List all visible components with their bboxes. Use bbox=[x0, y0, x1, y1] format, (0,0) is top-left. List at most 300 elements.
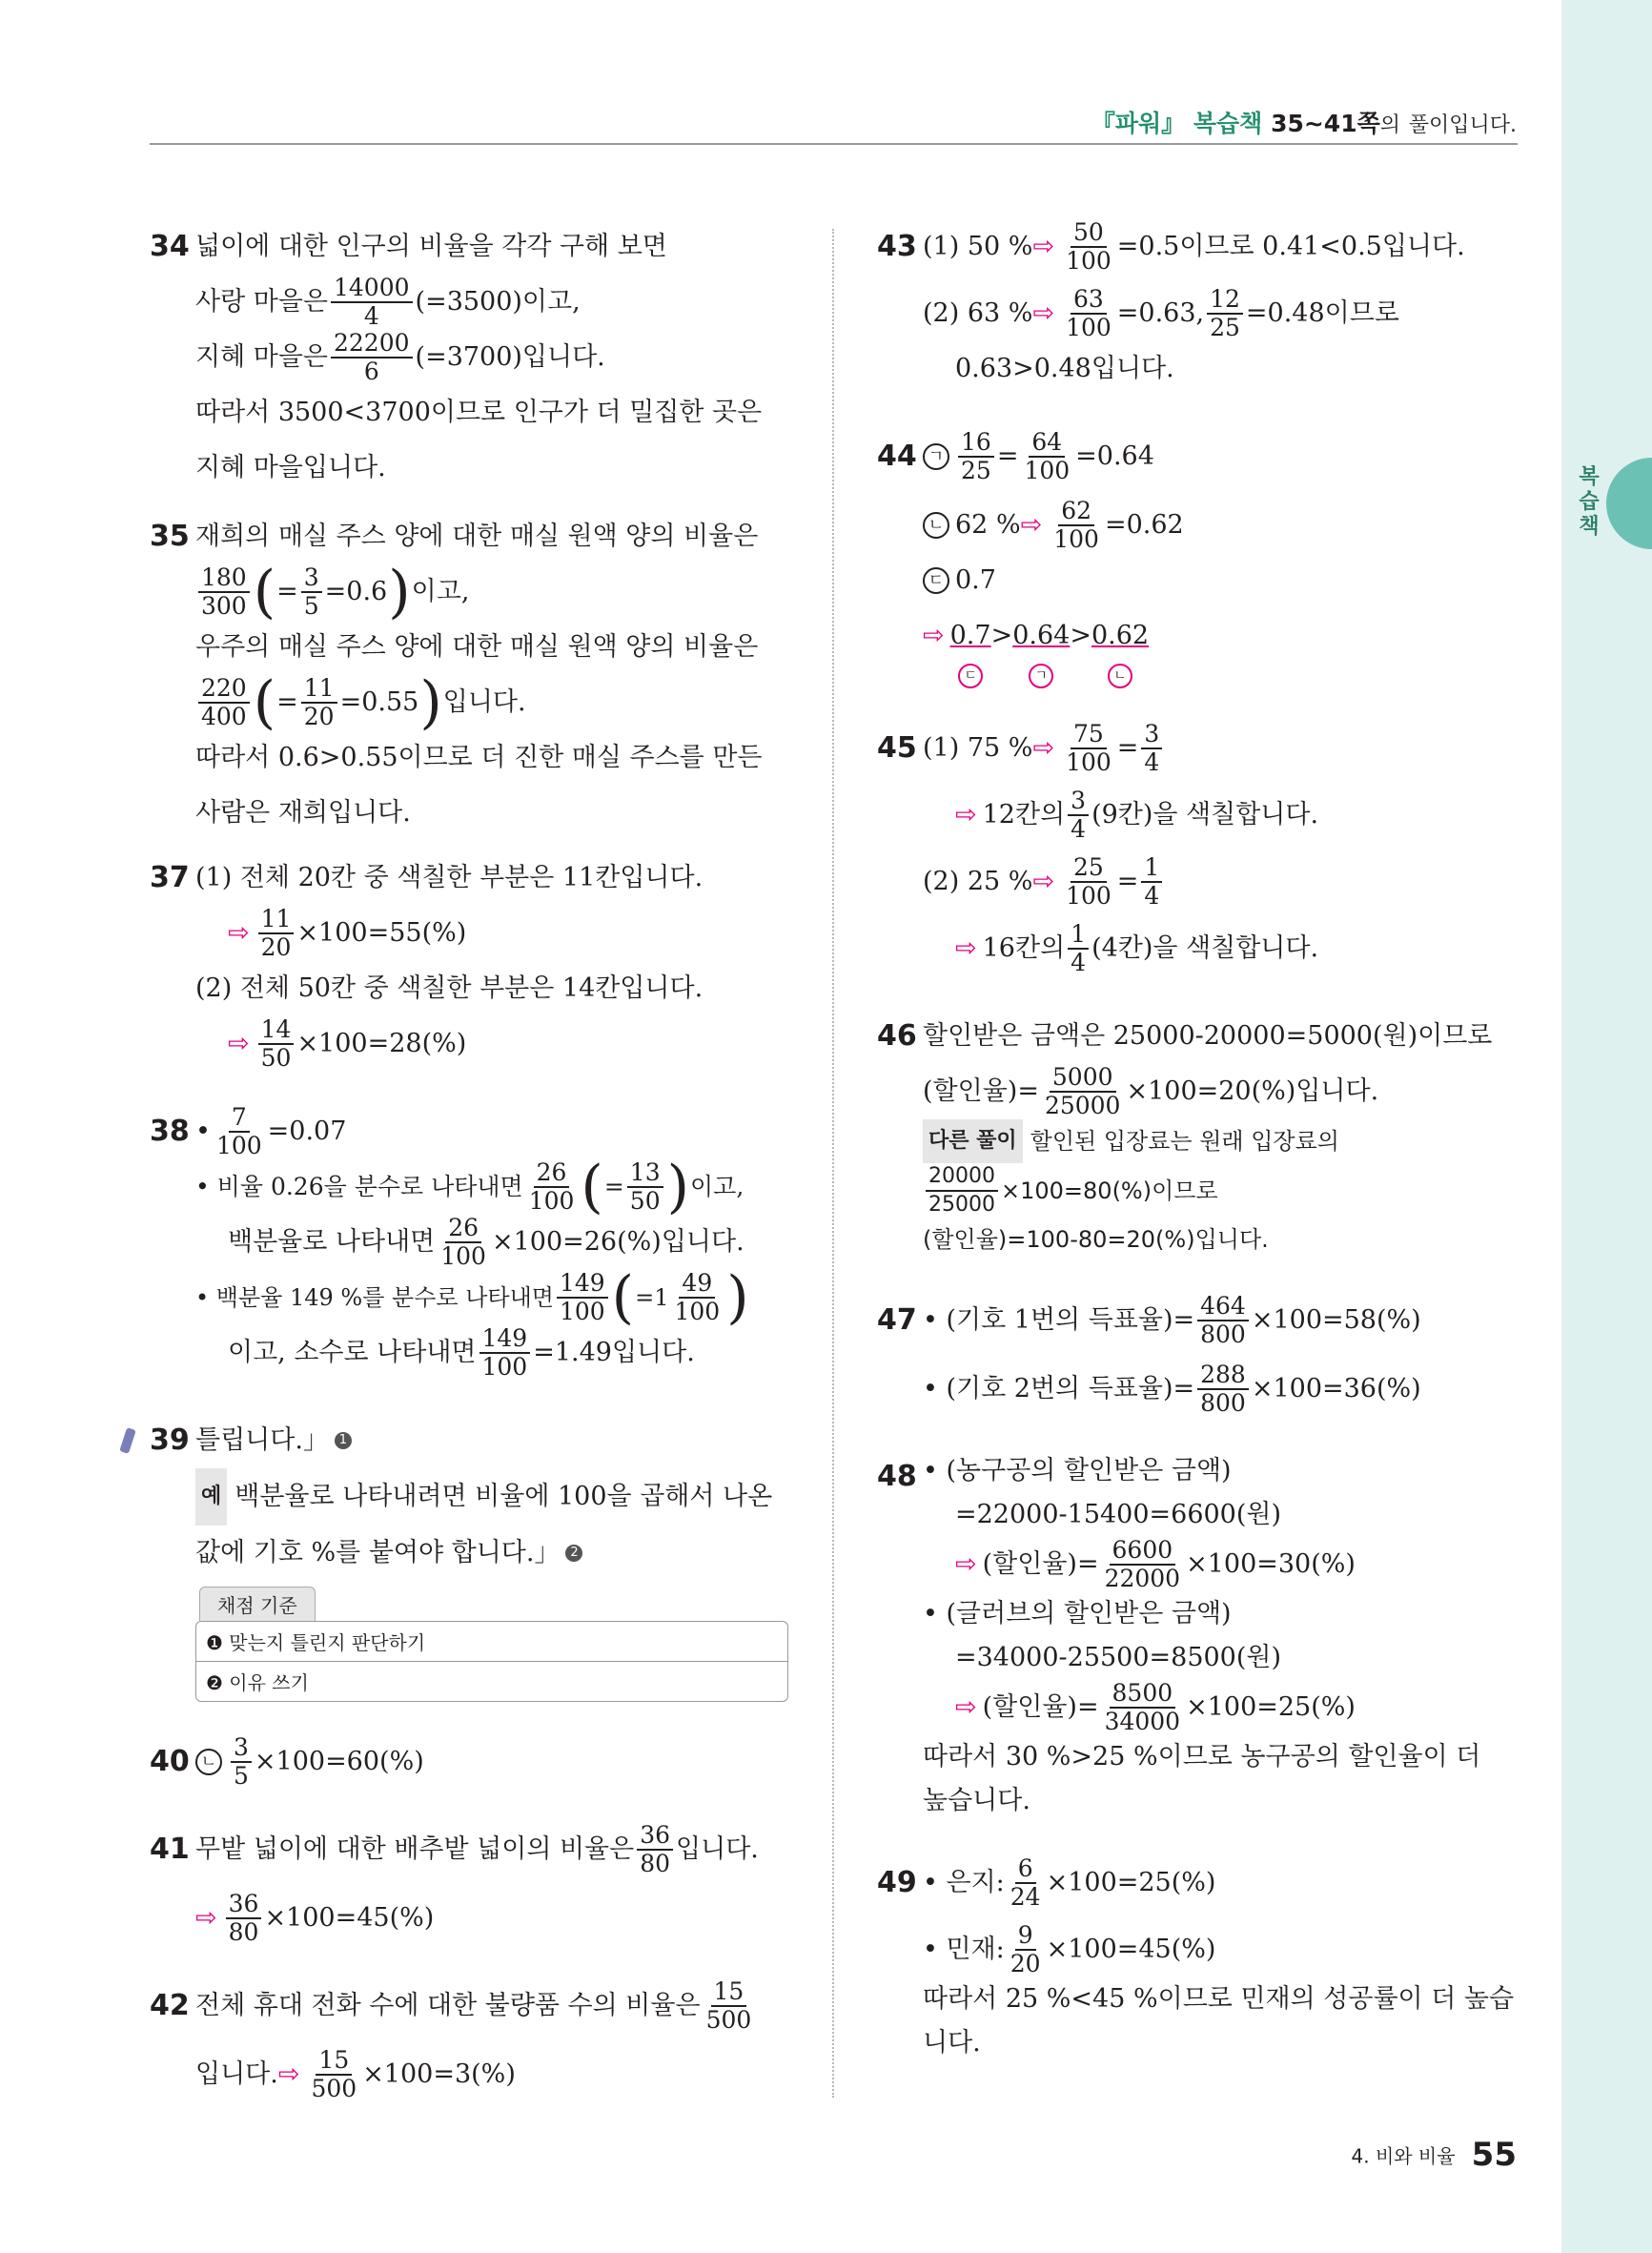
denominator: 20 bbox=[260, 933, 292, 961]
text: 12칸의 bbox=[982, 800, 1066, 830]
text: 0.64 bbox=[1012, 621, 1071, 650]
text-line: (할인율)=100-80=20(%)입니다. bbox=[923, 1226, 1269, 1253]
fraction bbox=[1102, 1537, 1184, 1592]
numerator: 149 bbox=[557, 1270, 608, 1299]
paren-close: ) bbox=[388, 559, 411, 625]
text: > bbox=[990, 621, 1013, 650]
text: 사랑 마을은 bbox=[195, 287, 328, 317]
problem-number: 40 bbox=[150, 1745, 190, 1778]
pen-icon bbox=[119, 1427, 136, 1454]
denominator: 100 bbox=[1053, 525, 1099, 553]
problem-34 bbox=[150, 219, 798, 496]
text: > bbox=[1070, 621, 1091, 650]
text: • 은지: bbox=[923, 1868, 1005, 1897]
text-line bbox=[923, 854, 1525, 910]
problem-40 bbox=[150, 1734, 798, 1790]
problem-47 bbox=[877, 1293, 1525, 1417]
scoring-criteria bbox=[195, 1587, 798, 1702]
column-divider bbox=[832, 229, 834, 2098]
numerator: 464 bbox=[1197, 1293, 1249, 1321]
arrow-icon: ⇨ bbox=[228, 1029, 250, 1058]
problem-number: 37 bbox=[150, 861, 190, 894]
text-line bbox=[923, 1855, 1525, 1911]
fraction bbox=[1050, 498, 1102, 553]
text-line: 사람은 재희입니다. bbox=[195, 798, 411, 828]
choice-circle: ㄴ bbox=[195, 1749, 222, 1775]
fraction bbox=[526, 1159, 578, 1215]
problem-38 bbox=[150, 1104, 798, 1381]
text: 입니다. bbox=[442, 687, 526, 717]
text: ×100=28(%) bbox=[296, 1029, 467, 1058]
fraction bbox=[198, 675, 250, 730]
denominator: 100 bbox=[1066, 882, 1112, 910]
text-line bbox=[923, 721, 1525, 776]
text-line: =34000-25500=8500(원) bbox=[955, 1643, 1282, 1672]
text: =0.64 bbox=[1075, 441, 1154, 471]
text-line bbox=[228, 1325, 798, 1381]
numerator: 11 bbox=[301, 675, 337, 704]
problem-number: 46 bbox=[877, 1019, 917, 1053]
problem-35 bbox=[150, 509, 798, 841]
arrow-icon: ⇨ bbox=[955, 1692, 977, 1722]
problem-number: 48 bbox=[877, 1460, 917, 1493]
numerator: 12 bbox=[1207, 286, 1243, 315]
choice-circle: ㄴ bbox=[1108, 664, 1132, 688]
numerator: 1 bbox=[1141, 854, 1162, 883]
text: =0.62 bbox=[1104, 510, 1184, 540]
denominator: 5 bbox=[303, 592, 319, 620]
text-line bbox=[228, 906, 798, 961]
denominator: 4 bbox=[1071, 949, 1087, 976]
fraction bbox=[331, 275, 413, 330]
text: ×100=45(%) bbox=[264, 1903, 435, 1933]
arrow-icon: ⇨ bbox=[955, 1549, 977, 1579]
text: ×100=55(%) bbox=[296, 918, 467, 948]
numerator: 49 bbox=[679, 1270, 715, 1299]
denominator: 20 bbox=[303, 703, 335, 730]
text: =0.6 bbox=[324, 577, 388, 606]
arrow-icon: ⇨ bbox=[277, 2059, 300, 2089]
paren-open: ( bbox=[611, 1264, 635, 1331]
text: =0.5이므로 0.41<0.5입니다. bbox=[1116, 232, 1465, 261]
fraction bbox=[1063, 286, 1114, 341]
text-line: 우주의 매실 주스 양에 대한 매실 원액 양의 비율은 bbox=[195, 632, 759, 662]
text-line bbox=[955, 788, 1525, 843]
fraction bbox=[1063, 219, 1114, 275]
denominator: 100 bbox=[215, 1132, 262, 1159]
fraction bbox=[438, 1215, 489, 1270]
text: (할인율)= bbox=[982, 1692, 1099, 1722]
text: =1.49입니다. bbox=[533, 1338, 695, 1367]
denominator: 25000 bbox=[1044, 1092, 1121, 1119]
problem-number: 44 bbox=[877, 440, 917, 473]
numerator: 63 bbox=[1071, 286, 1107, 315]
text-line: 0.63>0.48입니다. bbox=[955, 354, 1174, 383]
paren-open: ( bbox=[253, 669, 276, 736]
text: 틀립니다.」 bbox=[195, 1425, 329, 1455]
arrow-icon: ⇨ bbox=[1032, 867, 1055, 896]
text: (4칸)을 색칠합니다. bbox=[1091, 933, 1319, 963]
problem-39 bbox=[150, 1413, 798, 1702]
text: (2) 63 % bbox=[923, 298, 1033, 328]
chapter-label: 4. 비와 비율 bbox=[1351, 2144, 1456, 2168]
arrow-icon: ⇨ bbox=[923, 621, 945, 650]
text: 이고, 소수로 나타내면 bbox=[228, 1338, 477, 1367]
arrow-icon: ⇨ bbox=[195, 1903, 217, 1933]
text: • 백분율 149 %를 분수로 나타내면 bbox=[195, 1284, 554, 1311]
text-line bbox=[955, 1537, 1525, 1592]
fraction bbox=[1141, 721, 1162, 776]
criteria-title: 채점 기준 bbox=[199, 1587, 316, 1621]
text: = bbox=[276, 687, 298, 717]
denominator: 24 bbox=[1010, 1883, 1041, 1911]
text: 지혜 마을은 bbox=[195, 342, 328, 372]
numerator: 7 bbox=[229, 1104, 250, 1133]
text: 16칸의 bbox=[982, 933, 1066, 963]
text-line: 니다. bbox=[923, 2028, 981, 2058]
problem-48 bbox=[877, 1449, 1525, 1823]
arrow-icon: ⇨ bbox=[228, 918, 250, 948]
text-line bbox=[195, 1822, 798, 1877]
text: 0.7 bbox=[955, 565, 996, 595]
text: = bbox=[996, 441, 1019, 471]
text: (할인율)= bbox=[982, 1549, 1099, 1579]
denominator: 300 bbox=[201, 592, 247, 620]
text-line bbox=[195, 1468, 798, 1526]
criteria-row: ❶ 맞는지 틀린지 판단하기 bbox=[206, 1631, 426, 1654]
header-suffix1: 의 bbox=[1379, 113, 1401, 137]
denominator: 50 bbox=[260, 1044, 292, 1072]
text: (=3500)이고, bbox=[415, 287, 581, 317]
fraction bbox=[301, 564, 322, 620]
denominator: 100 bbox=[1024, 457, 1071, 484]
problem-44 bbox=[877, 429, 1525, 688]
text-line bbox=[195, 1154, 798, 1220]
text-line: (2) 전체 50칸 중 색칠한 부분은 14칸입니다. bbox=[195, 973, 704, 1003]
denominator: 800 bbox=[1200, 1389, 1246, 1417]
text: ×100=25(%) bbox=[1046, 1868, 1216, 1897]
text-line: • (농구공의 할인받은 금액) bbox=[923, 1456, 1232, 1485]
text: (2) 25 % bbox=[923, 867, 1033, 896]
text: =0.55 bbox=[339, 687, 419, 717]
numerator: 11 bbox=[258, 906, 295, 934]
paren-open: ( bbox=[253, 559, 276, 625]
text: (1) 75 % bbox=[923, 733, 1033, 763]
problem-42 bbox=[150, 1978, 798, 2102]
arrow-icon: ⇨ bbox=[1032, 232, 1055, 261]
text: • 비율 0.26을 분수로 나타내면 bbox=[195, 1173, 523, 1200]
arrow-icon: ⇨ bbox=[1032, 733, 1055, 763]
text-line bbox=[923, 1362, 1525, 1417]
denominator: 4 bbox=[1144, 882, 1160, 910]
numerator: 36 bbox=[637, 1822, 673, 1851]
text-line bbox=[923, 1163, 1525, 1219]
text: 백분율로 나타내면 bbox=[228, 1227, 436, 1257]
arrow-icon: ⇨ bbox=[955, 800, 977, 830]
text-line bbox=[195, 1978, 798, 2034]
numerator: 6 bbox=[1015, 1855, 1036, 1884]
text: 0.7 bbox=[949, 621, 991, 650]
denominator: 4 bbox=[363, 302, 379, 330]
text-line bbox=[195, 2047, 798, 2102]
arrow-icon: ⇨ bbox=[955, 933, 977, 963]
denominator: 500 bbox=[705, 2006, 752, 2034]
fraction bbox=[1042, 1064, 1124, 1119]
text: = bbox=[603, 1173, 624, 1200]
problem-number: 39 bbox=[150, 1423, 190, 1457]
problem-number: 34 bbox=[150, 230, 190, 263]
text-line: 따라서 25 %<45 %이므로 민재의 성공률이 더 높습 bbox=[923, 1984, 1515, 2014]
text-line: =22000-15400=6600(원) bbox=[955, 1500, 1282, 1529]
ordered-item bbox=[950, 608, 991, 688]
text: ×100=26(%)입니다. bbox=[491, 1227, 744, 1257]
numerator: 288 bbox=[1197, 1362, 1249, 1390]
numerator: 3 bbox=[231, 1734, 252, 1763]
text: 전체 휴대 전화 수에 대한 불량품 수의 비율은 bbox=[195, 1991, 701, 2020]
numerator: 16 bbox=[958, 429, 994, 458]
text: 0.62 bbox=[1091, 621, 1150, 650]
problem-number: 49 bbox=[877, 1866, 917, 1899]
denominator: 5 bbox=[234, 1762, 249, 1790]
numerator: 15 bbox=[316, 2047, 352, 2076]
text: 이고, bbox=[690, 1173, 744, 1200]
fraction bbox=[557, 1270, 608, 1325]
step-marker-1: 1 bbox=[335, 1432, 352, 1449]
denominator: 25 bbox=[961, 457, 991, 484]
text: • (기호 2번의 득표율)= bbox=[923, 1374, 1195, 1403]
fraction bbox=[1207, 286, 1243, 341]
problem-49 bbox=[877, 1855, 1525, 2065]
numerator: 9 bbox=[1015, 1922, 1036, 1951]
denominator: 100 bbox=[559, 1298, 605, 1325]
numerator: 5000 bbox=[1050, 1064, 1116, 1093]
numerator: 1 bbox=[1068, 921, 1089, 950]
fraction bbox=[226, 1891, 262, 1946]
problem-number: 47 bbox=[877, 1303, 917, 1337]
fraction bbox=[479, 1325, 531, 1381]
numerator: 15 bbox=[711, 1978, 747, 2007]
header-suffix2: 풀이입니다. bbox=[1408, 113, 1517, 137]
paren-close: ) bbox=[666, 1154, 690, 1220]
problem-37 bbox=[150, 850, 798, 1072]
problem-number: 41 bbox=[150, 1833, 190, 1866]
denominator: 100 bbox=[481, 1353, 528, 1381]
fraction bbox=[331, 330, 413, 385]
text: ×100=30(%) bbox=[1186, 1549, 1356, 1579]
text: = bbox=[276, 577, 298, 606]
paren-close: ) bbox=[419, 669, 442, 736]
numerator: 50 bbox=[1071, 219, 1107, 248]
numerator: 36 bbox=[226, 1891, 262, 1919]
fraction bbox=[627, 1159, 663, 1215]
text: = bbox=[1116, 867, 1139, 896]
fraction bbox=[1197, 1362, 1249, 1417]
header-book: 『파워』 복습책 bbox=[1091, 110, 1263, 137]
text-line bbox=[955, 1680, 1525, 1735]
fraction bbox=[958, 429, 994, 484]
text-line bbox=[923, 429, 1525, 484]
denominator: 34000 bbox=[1104, 1708, 1181, 1735]
text: (9칸)을 색칠합니다. bbox=[1091, 800, 1319, 830]
text-line: 높습니다. bbox=[923, 1786, 1030, 1815]
left-column bbox=[150, 219, 798, 2135]
numerator: 26 bbox=[445, 1215, 481, 1243]
text: • 민재: bbox=[923, 1935, 1005, 1964]
problem-45 bbox=[877, 721, 1525, 976]
problem-43 bbox=[877, 219, 1525, 397]
text: = bbox=[1116, 733, 1139, 763]
text-line bbox=[195, 1734, 798, 1790]
text: ×100=36(%) bbox=[1251, 1374, 1421, 1403]
fraction bbox=[1021, 429, 1072, 484]
step-marker-2: 2 bbox=[565, 1545, 582, 1562]
text-line: 따라서 0.6>0.55이므로 더 진한 매실 주스를 만든 bbox=[195, 743, 763, 772]
denominator: 25 bbox=[1210, 314, 1240, 341]
text-line bbox=[923, 219, 1525, 275]
fraction bbox=[198, 564, 250, 620]
denominator: 6 bbox=[363, 358, 379, 385]
numerator: 14 bbox=[258, 1016, 295, 1045]
problem-46 bbox=[877, 1009, 1525, 1260]
page-footer bbox=[1352, 2136, 1518, 2174]
denominator: 4 bbox=[1071, 815, 1087, 843]
fraction bbox=[1008, 1855, 1044, 1911]
text-line bbox=[923, 1293, 1525, 1348]
alt-solution-tag: 다른 풀이 bbox=[923, 1119, 1023, 1163]
text-line bbox=[228, 1215, 798, 1270]
fraction bbox=[704, 1978, 755, 2034]
choice-circle: ㄱ bbox=[923, 443, 949, 470]
paren-close: ) bbox=[726, 1264, 749, 1331]
numerator: 149 bbox=[479, 1325, 531, 1354]
ordered-item bbox=[1091, 608, 1149, 688]
ordered-item bbox=[1012, 608, 1070, 688]
text: 입니다. bbox=[676, 1834, 759, 1864]
text: =0.63, bbox=[1116, 298, 1205, 328]
fraction bbox=[926, 1163, 998, 1219]
denominator: 4 bbox=[1144, 748, 1160, 776]
fraction bbox=[1141, 854, 1162, 910]
text: 62 % bbox=[955, 510, 1021, 540]
text: • bbox=[195, 1116, 211, 1146]
choice-circle: ㄷ bbox=[923, 567, 949, 594]
paren-open: ( bbox=[581, 1154, 603, 1220]
numerator: 180 bbox=[198, 564, 250, 593]
denominator: 22000 bbox=[1104, 1565, 1181, 1592]
problem-41 bbox=[150, 1822, 798, 1946]
numerator: 26 bbox=[534, 1159, 570, 1188]
denominator: 50 bbox=[629, 1187, 661, 1215]
text: 값에 기호 %를 붙여야 합니다.」 bbox=[195, 1538, 561, 1567]
arrow-icon: ⇨ bbox=[1032, 298, 1055, 328]
denominator: 100 bbox=[1066, 314, 1112, 341]
text-line bbox=[195, 559, 798, 625]
header-rule bbox=[150, 143, 1518, 145]
text: =0.48이므로 bbox=[1245, 298, 1399, 328]
text: (=3700)입니다. bbox=[415, 342, 605, 372]
text-line: 따라서 30 %>25 %이므로 농구공의 할인율이 더 bbox=[923, 1742, 1481, 1772]
text-line: (1) 전체 20칸 중 색칠한 부분은 11칸입니다. bbox=[195, 863, 704, 892]
text-line bbox=[195, 1891, 798, 1946]
denominator: 100 bbox=[528, 1187, 575, 1215]
fraction bbox=[308, 2047, 359, 2102]
text-line: 넓이에 대한 인구의 비율을 각각 구해 보면 bbox=[195, 232, 667, 261]
fraction bbox=[1063, 854, 1114, 910]
fraction bbox=[301, 675, 337, 730]
text-line bbox=[955, 921, 1525, 976]
numerator: 3 bbox=[1068, 788, 1089, 816]
text: ×100=20(%)입니다. bbox=[1126, 1076, 1379, 1106]
page-number: 55 bbox=[1471, 2136, 1517, 2174]
text: 입니다. bbox=[195, 2059, 278, 2089]
text: (할인율)= bbox=[923, 1076, 1039, 1106]
order-line bbox=[923, 608, 1525, 688]
text-line bbox=[923, 1119, 1525, 1163]
denominator: 100 bbox=[674, 1298, 721, 1325]
denominator: 20 bbox=[1010, 1950, 1041, 1977]
text: ×100=3(%) bbox=[362, 2059, 516, 2089]
numerator: 6600 bbox=[1110, 1537, 1176, 1566]
arrow-icon: ⇨ bbox=[1020, 510, 1043, 540]
right-column bbox=[877, 219, 1525, 2098]
criteria-box bbox=[195, 1621, 788, 1702]
criteria-row: ❷ 이유 쓰기 bbox=[196, 1661, 787, 1701]
fraction bbox=[258, 906, 295, 961]
text: 이고, bbox=[411, 577, 470, 606]
text: ×100=58(%) bbox=[1251, 1305, 1421, 1335]
text-line bbox=[195, 1526, 798, 1581]
text-line bbox=[923, 286, 1525, 341]
section-tab-label: 복습책 bbox=[1579, 465, 1600, 539]
text-line bbox=[195, 275, 798, 330]
text: =1 bbox=[635, 1284, 669, 1311]
numerator: 64 bbox=[1029, 429, 1065, 458]
numerator: 75 bbox=[1071, 721, 1107, 749]
numerator: 62 bbox=[1058, 498, 1094, 526]
text: ×100=60(%) bbox=[254, 1747, 424, 1776]
text: ×100=80(%)이므로 bbox=[1001, 1178, 1218, 1204]
choice-circle: ㄷ bbox=[958, 664, 983, 688]
numerator: 3 bbox=[301, 564, 322, 593]
fraction bbox=[1068, 921, 1089, 976]
problem-number: 35 bbox=[150, 520, 190, 553]
text-line bbox=[228, 1016, 798, 1072]
denominator: 25000 bbox=[928, 1193, 995, 1217]
text-line bbox=[923, 1064, 1525, 1119]
denominator: 500 bbox=[311, 2075, 357, 2102]
denominator: 800 bbox=[1200, 1321, 1246, 1348]
numerator: 14000 bbox=[331, 275, 413, 303]
denominator: 100 bbox=[1066, 748, 1112, 776]
text-line: 할인받은 금액은 25000-20000=5000(원)이므로 bbox=[923, 1021, 1493, 1051]
numerator: 20000 bbox=[926, 1163, 998, 1192]
numerator: 8500 bbox=[1110, 1680, 1176, 1709]
problem-number: 38 bbox=[150, 1115, 190, 1148]
text-line: 따라서 3500<3700이므로 인구가 더 밀집한 곳은 bbox=[195, 398, 763, 427]
page-header bbox=[1091, 105, 1517, 139]
denominator: 400 bbox=[201, 703, 247, 730]
problem-number: 45 bbox=[877, 731, 917, 765]
side-strip bbox=[1561, 0, 1652, 2253]
denominator: 100 bbox=[440, 1242, 486, 1270]
problem-number: 43 bbox=[877, 230, 917, 263]
denominator: 80 bbox=[640, 1850, 671, 1877]
problem-number: 42 bbox=[150, 1989, 190, 2022]
fraction bbox=[671, 1270, 723, 1325]
text-line: 재희의 매실 주스 양에 대한 매실 원액 양의 비율은 bbox=[195, 522, 759, 551]
choice-circle: ㄱ bbox=[1029, 664, 1053, 688]
text: ×100=45(%) bbox=[1046, 1935, 1216, 1964]
